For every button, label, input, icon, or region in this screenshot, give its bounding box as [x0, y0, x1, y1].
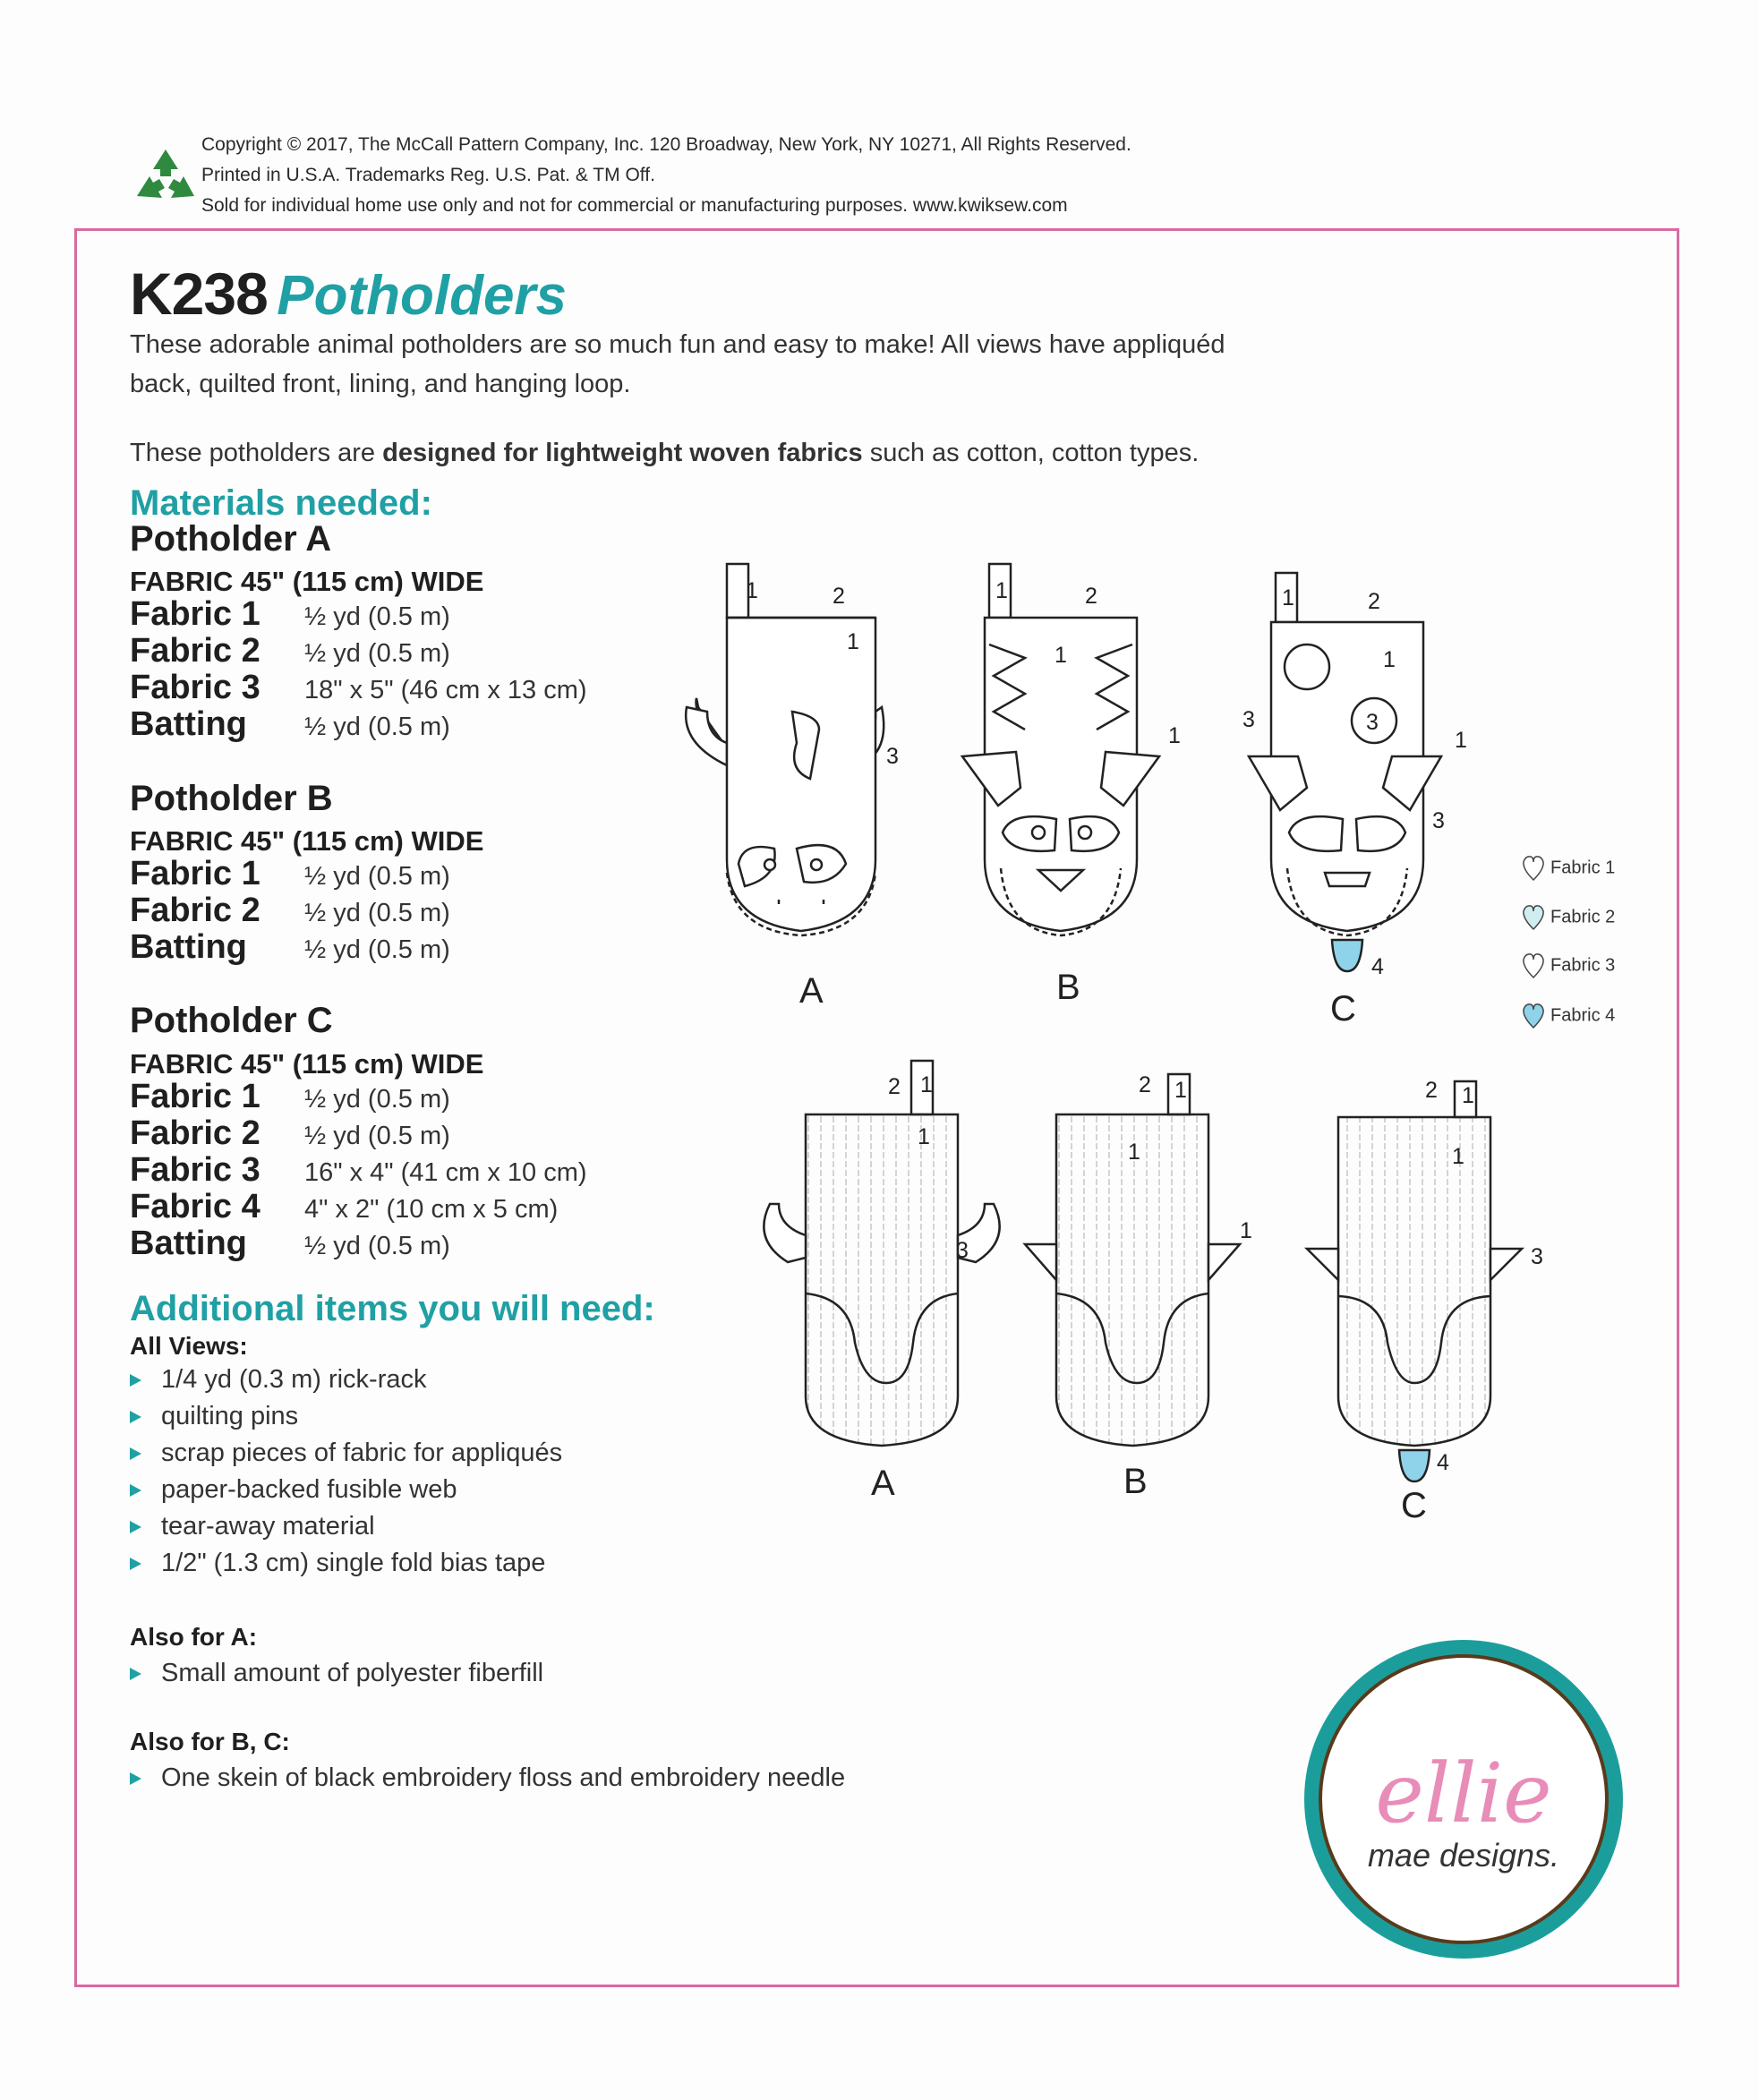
callout-number: 1	[1282, 585, 1294, 610]
view-c-front	[1249, 573, 1441, 971]
material-amount: ½ yd (0.5 m)	[304, 639, 450, 668]
view-a-front	[686, 564, 884, 935]
list-item-text: quilting pins	[161, 1402, 299, 1430]
list-item-text: paper-backed fusible web	[161, 1475, 457, 1504]
material-label: Fabric 2	[130, 632, 260, 670]
material-amount: ½ yd (0.5 m)	[304, 713, 450, 741]
view-c-back	[1307, 1081, 1522, 1481]
material-amount: ½ yd (0.5 m)	[304, 862, 450, 891]
view-letter: A	[871, 1464, 895, 1503]
also-a-heading: Also for A:	[130, 1623, 258, 1651]
callout-number: 3	[1366, 710, 1379, 735]
material-amount: 18" x 5" (46 cm x 13 cm)	[304, 676, 587, 704]
fabric-rec-prefix: These potholders are	[130, 439, 383, 467]
material-label: Fabric 2	[130, 892, 260, 929]
list-item-text: 1/4 yd (0.3 m) rick-rack	[161, 1365, 427, 1394]
callout-number: 1	[1055, 643, 1067, 668]
materials-heading: Materials needed:	[130, 483, 432, 523]
callout-number: 2	[888, 1074, 901, 1099]
callout-number: 1	[995, 578, 1008, 603]
intro-text: These adorable animal potholders are so much fun and easy to make! All views have appliquéd back, quilted front, lining, and hanging loop.	[130, 330, 1225, 398]
material-amount: ½ yd (0.5 m)	[304, 602, 450, 631]
material-label: Batting	[130, 1225, 247, 1262]
material-label: Fabric 4	[130, 1188, 260, 1225]
view-letter: B	[1056, 968, 1080, 1007]
view-b-front	[962, 564, 1159, 935]
callout-number: 1	[1462, 1083, 1474, 1108]
view-letter: C	[1330, 989, 1356, 1029]
heart-swatch-icon	[1522, 1003, 1545, 1029]
logo-tagline: mae designs.	[1367, 1837, 1560, 1874]
material-label: Fabric 3	[130, 1151, 260, 1189]
legend-label: Fabric 2	[1550, 907, 1616, 927]
material-amount: 16" x 4" (41 cm x 10 cm)	[304, 1158, 587, 1187]
view-letter: B	[1123, 1462, 1148, 1501]
callout-number: 1	[920, 1072, 933, 1097]
callout-number: 3	[1432, 808, 1445, 833]
list-item-text: 1/2" (1.3 cm) single fold bias tape	[161, 1549, 546, 1577]
callout-number: 4	[1437, 1450, 1449, 1475]
view-letter: A	[799, 971, 824, 1011]
material-amount: ½ yd (0.5 m)	[304, 1085, 450, 1114]
heart-swatch-icon	[1522, 855, 1545, 882]
material-label: Fabric 3	[130, 669, 260, 706]
list-item-text: tear-away material	[161, 1512, 375, 1541]
pattern-name: Potholders	[277, 265, 568, 327]
callout-number: 2	[1425, 1078, 1438, 1103]
material-amount: 4" x 2" (10 cm x 5 cm)	[304, 1195, 559, 1224]
callout-number: 1	[1455, 728, 1467, 753]
callout-number: 1	[918, 1124, 930, 1149]
potholder-a-title: Potholder A	[130, 519, 332, 559]
list-item-text: One skein of black embroidery floss and embroidery needle	[161, 1763, 846, 1792]
legend-label: Fabric 1	[1550, 858, 1616, 878]
legend-item	[1522, 904, 1615, 931]
callout-number: 2	[1085, 584, 1097, 609]
potholder-c-fabric-width: FABRIC 45" (115 cm) WIDE	[130, 1048, 484, 1080]
copyright-line: Printed in U.S.A. Trademarks Reg. U.S. Pat. & TM Off.	[201, 165, 655, 185]
callout-number: 1	[1174, 1078, 1187, 1103]
additional-heading: Additional items you will need:	[130, 1289, 655, 1328]
potholder-a-fabric-width: FABRIC 45" (115 cm) WIDE	[130, 566, 484, 597]
callout-number: 3	[956, 1238, 969, 1263]
callout-number: 1	[746, 578, 758, 603]
view-letter: C	[1401, 1486, 1427, 1525]
potholder-b-fabric-width: FABRIC 45" (115 cm) WIDE	[130, 825, 484, 857]
copyright-line: Copyright © 2017, The McCall Pattern Company, Inc. 120 Broadway, New York, NY 10271, All Rights Reserved.	[201, 134, 1131, 155]
callout-number: 2	[1139, 1072, 1151, 1097]
material-label: Fabric 1	[130, 855, 260, 892]
list-item-text: Small amount of polyester fiberfill	[161, 1659, 544, 1687]
potholder-c-title: Potholder C	[130, 1001, 333, 1040]
callout-number: 1	[1240, 1218, 1252, 1243]
potholder-b-title: Potholder B	[130, 779, 333, 818]
legend-item	[1522, 855, 1615, 882]
material-label: Batting	[130, 928, 247, 966]
heart-swatch-icon	[1522, 904, 1545, 931]
callout-number: 4	[1371, 954, 1384, 979]
view-b-back	[1025, 1074, 1240, 1446]
material-label: Batting	[130, 705, 247, 743]
callout-number: 2	[833, 584, 845, 609]
legend-label: Fabric 4	[1550, 1005, 1616, 1026]
pattern-code: K238	[130, 260, 268, 327]
legend-item	[1522, 1003, 1615, 1029]
callout-number: 3	[1242, 707, 1255, 732]
heart-swatch-icon	[1522, 952, 1545, 979]
callout-number: 3	[886, 744, 899, 769]
material-label: Fabric 2	[130, 1114, 260, 1152]
fabric-rec-bold: designed for lightweight woven fabrics	[382, 439, 863, 467]
material-label: Fabric 1	[130, 1078, 260, 1115]
also-bc-heading: Also for B, C:	[130, 1728, 290, 1755]
material-amount: ½ yd (0.5 m)	[304, 899, 450, 927]
callout-number: 1	[847, 629, 859, 654]
material-amount: ½ yd (0.5 m)	[304, 935, 450, 964]
callout-number: 1	[1383, 647, 1396, 672]
ellie-mae-designs-logo	[1294, 1629, 1634, 1969]
legend-label: Fabric 3	[1550, 955, 1616, 976]
fabric-rec-suffix: such as cotton, cotton types.	[862, 439, 1200, 467]
callout-number: 2	[1368, 589, 1380, 614]
all-views-heading: All Views:	[130, 1332, 248, 1360]
material-amount: ½ yd (0.5 m)	[304, 1122, 450, 1150]
copyright-line: Sold for individual home use only and not for commercial or manufacturing purposes. www.kwiksew.com	[201, 195, 1068, 216]
material-label: Fabric 1	[130, 595, 260, 633]
callout-number: 1	[1128, 1140, 1140, 1165]
legend-item	[1522, 952, 1615, 979]
callout-number: 1	[1168, 723, 1181, 748]
logo-script: ellie	[1375, 1746, 1552, 1841]
callout-number: 1	[1452, 1144, 1464, 1169]
callout-number: 3	[1531, 1244, 1543, 1269]
list-item-text: scrap pieces of fabric for appliqués	[161, 1438, 563, 1467]
material-amount: ½ yd (0.5 m)	[304, 1232, 450, 1260]
